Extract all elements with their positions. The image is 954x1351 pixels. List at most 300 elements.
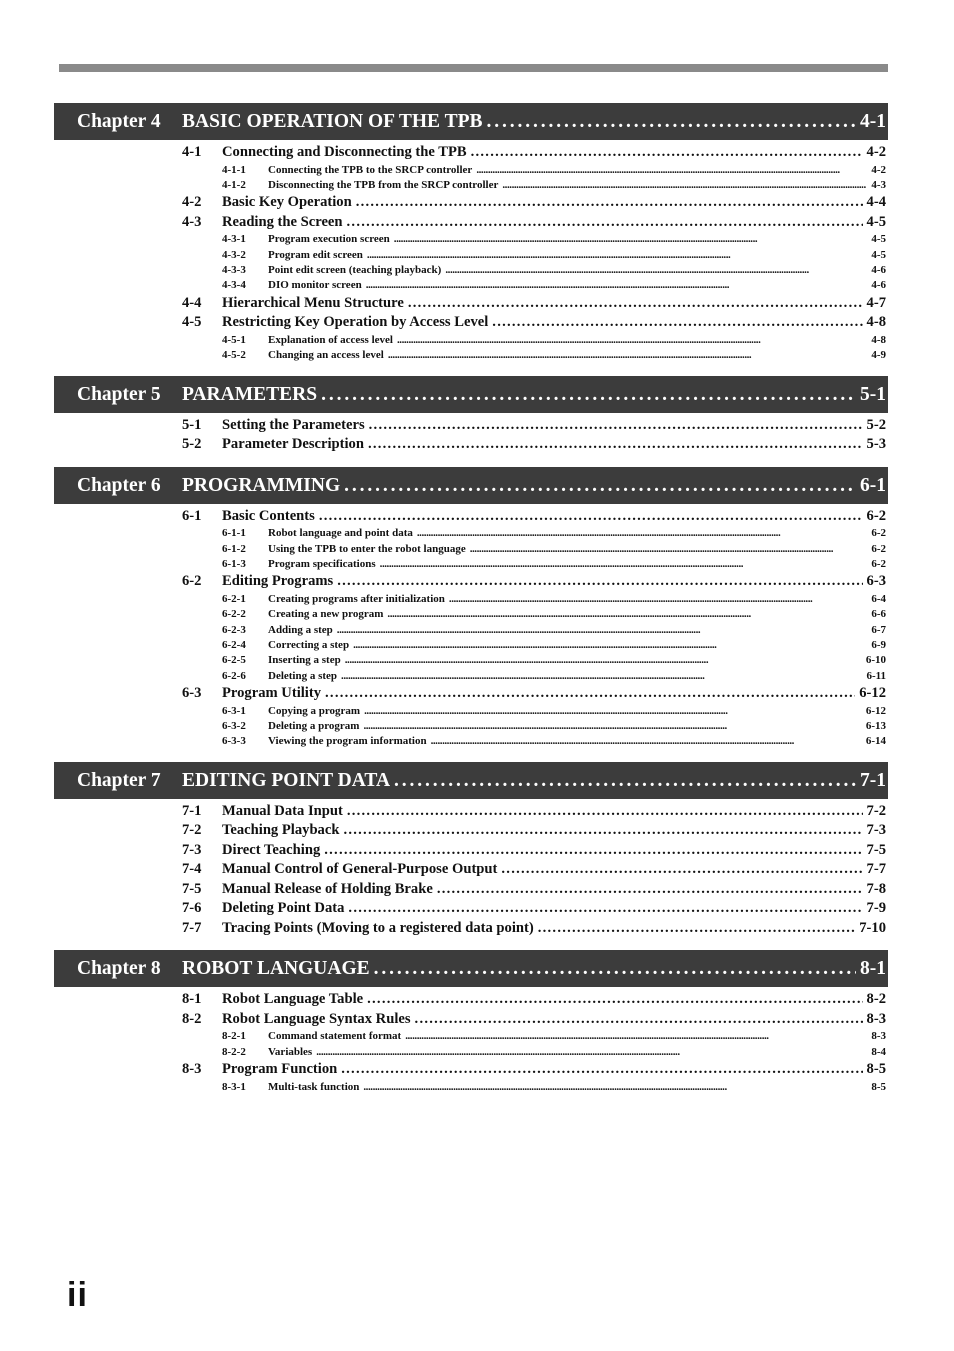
entry-title: Program Utility: [222, 685, 322, 702]
chapter-entries: [54, 413, 888, 467]
entry-title: Viewing the program information: [268, 735, 427, 748]
entry-title: Setting the Parameters: [222, 416, 365, 433]
section-entry[interactable]: [54, 990, 888, 1010]
entry-page: 8-2: [866, 991, 886, 1008]
entry-number: 8-2: [182, 1010, 202, 1027]
dot-leader: [321, 376, 856, 413]
entry-title: Basic Key Operation: [222, 194, 352, 211]
chapter-title-row: [182, 376, 886, 413]
dot-leader: [471, 143, 863, 163]
chapter-title-row: [182, 467, 886, 504]
entry-page: 8-5: [866, 1061, 886, 1078]
entry-number: 4-5-2: [222, 349, 246, 362]
entry-page: 7-9: [866, 900, 886, 917]
chapter-page: 8-1: [860, 958, 886, 980]
entry-page: 4-7: [866, 294, 886, 311]
entry-row: [222, 507, 886, 527]
subsection-entry[interactable]: [54, 1080, 888, 1095]
dot-leader: [408, 294, 863, 314]
entry-title: Tracing Points (Moving to a registered data point): [222, 919, 534, 936]
entry-row: [268, 178, 886, 193]
section-entry[interactable]: [54, 684, 888, 704]
entry-row: [222, 435, 886, 455]
dot-leader: [437, 880, 863, 900]
entry-page: 7-2: [866, 802, 886, 819]
entry-page: 6-11: [866, 669, 886, 682]
chapter-heading[interactable]: [54, 467, 888, 504]
chapter-label: Chapter 6: [77, 474, 161, 496]
entry-number: 4-1: [182, 144, 202, 160]
entry-page: 4-5: [871, 248, 886, 261]
entry-title: Direct Teaching: [222, 841, 321, 858]
entry-page: 8-3: [866, 1010, 886, 1027]
subsection-entry[interactable]: [54, 669, 888, 684]
entry-number: 4-3-3: [222, 264, 246, 277]
entry-row: [268, 1029, 886, 1044]
entry-page: 7-10: [859, 919, 886, 936]
section-entry[interactable]: [54, 313, 888, 333]
entry-row: [268, 278, 886, 293]
dot-leader: [538, 919, 856, 939]
section-entry[interactable]: [54, 841, 888, 861]
entry-row: [268, 348, 886, 363]
entry-row: [222, 1060, 886, 1080]
entry-row: [222, 193, 886, 213]
entry-page: 7-8: [866, 880, 886, 897]
entry-number: 6-2-5: [222, 654, 246, 667]
chapter-block: [54, 950, 888, 1107]
entry-number: 4-4: [182, 294, 202, 311]
subsection-entry[interactable]: [54, 1029, 888, 1044]
dot-leader: [374, 950, 856, 987]
entry-page: 6-6: [871, 608, 886, 621]
entry-row: [222, 899, 886, 919]
entry-title: Creating programs after initialization: [268, 592, 445, 605]
entry-number: 4-3-2: [222, 248, 246, 261]
header-rule: [59, 64, 888, 72]
section-entry[interactable]: [54, 294, 888, 314]
entry-page: 4-6: [871, 264, 886, 277]
entry-row: [268, 592, 886, 607]
entry-number: 6-2-2: [222, 608, 246, 621]
section-entry[interactable]: [54, 1010, 888, 1030]
entry-number: 6-3: [182, 685, 202, 702]
dot-leader: [397, 333, 867, 348]
entry-page: 7-7: [866, 861, 886, 878]
entry-number: 6-1-1: [222, 527, 246, 540]
entry-number: 7-2: [182, 822, 202, 839]
entry-title: Teaching Playback: [222, 822, 340, 839]
entry-row: [222, 572, 886, 592]
entry-page: 5-3: [866, 436, 886, 453]
entry-row: [268, 653, 886, 668]
dot-leader: [476, 163, 867, 178]
entry-number: 6-3-1: [222, 704, 246, 717]
entry-title: Using the TPB to enter the robot language: [268, 542, 466, 555]
entry-title: Robot Language Syntax Rules: [222, 1010, 411, 1027]
entry-row: [268, 623, 886, 638]
entry-page: 8-4: [871, 1045, 886, 1058]
entry-title: Deleting Point Data: [222, 900, 345, 917]
entry-row: [268, 526, 886, 541]
entry-number: 6-2-6: [222, 669, 246, 682]
dot-leader: [348, 899, 862, 919]
chapter-title-row: [182, 103, 886, 140]
dot-leader: [501, 860, 862, 880]
entry-number: 7-5: [182, 880, 202, 897]
dot-leader: [368, 435, 863, 455]
dot-leader: [324, 841, 862, 861]
dot-leader: [341, 669, 862, 684]
entry-title: Reading the Screen: [222, 213, 343, 230]
entry-page: 6-2: [871, 542, 886, 555]
entry-row: [268, 704, 886, 719]
dot-leader: [344, 467, 856, 504]
subsection-entry[interactable]: [54, 278, 888, 293]
subsection-entry[interactable]: [54, 704, 888, 719]
entry-title: Creating a new program: [268, 608, 384, 621]
entry-page: 4-6: [871, 279, 886, 292]
entry-page: 8-5: [871, 1080, 886, 1093]
dot-leader: [415, 1010, 863, 1030]
section-entry[interactable]: [54, 193, 888, 213]
entry-page: 7-3: [866, 822, 886, 839]
entry-page: 4-2: [871, 163, 886, 176]
dot-leader: [319, 507, 863, 527]
entry-number: 6-2-3: [222, 623, 246, 636]
subsection-entry[interactable]: [54, 734, 888, 749]
entry-row: [268, 719, 886, 734]
entry-row: [222, 213, 886, 233]
subsection-entry[interactable]: [54, 623, 888, 638]
entry-page: 6-13: [865, 720, 886, 733]
entry-number: 6-2-1: [222, 592, 246, 605]
entry-row: [222, 416, 886, 436]
entry-row: [222, 143, 886, 163]
dot-leader: [380, 557, 868, 572]
dot-leader: [347, 213, 863, 233]
entry-number: 4-3-1: [222, 233, 246, 246]
entry-title: Disconnecting the TPB from the SRCP controller: [268, 178, 499, 191]
entry-title: Program specifications: [268, 557, 376, 570]
entry-row: [222, 880, 886, 900]
entry-number: 4-5: [182, 314, 202, 331]
chapter-block: [54, 762, 888, 951]
entry-row: [222, 684, 886, 704]
dot-leader: [388, 348, 868, 363]
chapter-title: BASIC OPERATION OF THE TPB: [182, 111, 483, 132]
entry-row: [222, 990, 886, 1010]
entry-number: 6-3-3: [222, 735, 246, 748]
dot-leader: [502, 178, 867, 193]
entry-page: 4-8: [871, 333, 886, 346]
table-of-contents: [54, 103, 888, 1107]
entry-title: Deleting a step: [268, 669, 338, 682]
entry-number: 8-2-2: [222, 1045, 246, 1058]
entry-page: 4-8: [866, 314, 886, 331]
entry-title: Program execution screen: [268, 233, 390, 246]
section-entry[interactable]: [54, 880, 888, 900]
entry-row: [268, 607, 886, 622]
subsection-entry[interactable]: [54, 607, 888, 622]
entry-title: Copying a program: [268, 704, 361, 717]
section-entry[interactable]: [54, 919, 888, 939]
section-entry[interactable]: [54, 860, 888, 880]
entry-title: Program Function: [222, 1061, 338, 1078]
chapter-entries: [54, 799, 888, 951]
entry-title: Deleting a program: [268, 720, 360, 733]
dot-leader: [337, 623, 868, 638]
entry-page: 4-5: [871, 233, 886, 246]
chapter-label: Chapter 4: [77, 111, 161, 132]
section-entry[interactable]: [54, 416, 888, 436]
chapter-page: 6-1: [860, 474, 886, 496]
dot-leader: [353, 638, 867, 653]
section-entry[interactable]: [54, 572, 888, 592]
subsection-entry[interactable]: [54, 163, 888, 178]
entry-page: 6-2: [871, 527, 886, 540]
entry-row: [222, 1010, 886, 1030]
entry-title: Connecting and Disconnecting the TPB: [222, 144, 467, 160]
entry-title: Manual Data Input: [222, 802, 343, 819]
subsection-entry[interactable]: [54, 719, 888, 734]
entry-title: Command statement format: [268, 1030, 402, 1043]
entry-title: Restricting Key Operation by Access Level: [222, 314, 489, 331]
entry-title: Explanation of access level: [268, 333, 393, 346]
entry-number: 7-3: [182, 841, 202, 858]
entry-row: [268, 638, 886, 653]
subsection-entry[interactable]: [54, 653, 888, 668]
entry-title: DIO monitor screen: [268, 279, 362, 292]
entry-row: [268, 232, 886, 247]
section-entry[interactable]: [54, 821, 888, 841]
dot-leader: [369, 416, 863, 436]
chapter-heading[interactable]: [54, 376, 888, 413]
chapter-title: ROBOT LANGUAGE: [182, 958, 370, 980]
chapter-page: 7-1: [860, 769, 886, 791]
entry-page: 6-10: [865, 654, 886, 667]
entry-row: [222, 313, 886, 333]
dot-leader: [316, 1045, 867, 1060]
entry-row: [268, 542, 886, 557]
chapter-heading[interactable]: [54, 762, 888, 799]
entry-number: 6-1-3: [222, 557, 246, 570]
entry-number: 4-1-2: [222, 178, 246, 191]
dot-leader: [394, 762, 856, 799]
entry-title: Connecting the TPB to the SRCP controller: [268, 163, 473, 176]
entry-title: Hierarchical Menu Structure: [222, 294, 404, 311]
entry-number: 8-2-1: [222, 1030, 246, 1043]
subsection-entry[interactable]: [54, 557, 888, 572]
section-entry[interactable]: [54, 143, 888, 163]
dot-leader: [487, 103, 856, 140]
entry-number: 7-6: [182, 900, 202, 917]
entry-title: Program edit screen: [268, 248, 363, 261]
dot-leader: [363, 719, 861, 734]
dot-leader: [345, 653, 862, 668]
subsection-entry[interactable]: [54, 248, 888, 263]
entry-row: [222, 919, 886, 939]
entry-page: 4-9: [871, 349, 886, 362]
chapter-title-row: [182, 762, 886, 799]
section-entry[interactable]: [54, 899, 888, 919]
entry-title: Manual Control of General-Purpose Output: [222, 861, 498, 878]
entry-number: 4-2: [182, 194, 202, 211]
dot-leader: [445, 263, 867, 278]
entry-row: [222, 841, 886, 861]
entry-number: 8-3-1: [222, 1080, 246, 1093]
chapter-entries: [54, 140, 888, 376]
chapter-title-row: [182, 950, 886, 987]
entry-number: 4-3: [182, 213, 202, 230]
entry-number: 6-2-4: [222, 638, 246, 651]
entry-title: Editing Programs: [222, 573, 334, 590]
entry-title: Variables: [268, 1045, 313, 1058]
entry-page: 6-9: [871, 638, 886, 651]
entry-page: 4-5: [866, 213, 886, 230]
chapter-title: PARAMETERS: [182, 383, 318, 405]
entry-page: 4-3: [871, 178, 886, 191]
subsection-entry[interactable]: [54, 333, 888, 348]
subsection-entry[interactable]: [54, 592, 888, 607]
section-entry[interactable]: [54, 802, 888, 822]
entry-row: [222, 821, 886, 841]
entry-title: Robot Language Table: [222, 991, 364, 1008]
entry-row: [268, 263, 886, 278]
dot-leader: [347, 802, 863, 822]
dot-leader: [394, 232, 868, 247]
entry-row: [222, 860, 886, 880]
entry-number: 6-1-2: [222, 542, 246, 555]
entry-page: 6-4: [871, 592, 886, 605]
section-entry[interactable]: [54, 507, 888, 527]
chapter-page: 4-1: [860, 111, 886, 132]
dot-leader: [364, 704, 862, 719]
subsection-entry[interactable]: [54, 263, 888, 278]
entry-page: 6-2: [866, 507, 886, 524]
entry-title: Robot language and point data: [268, 527, 413, 540]
dot-leader: [341, 1060, 862, 1080]
chapter-label: Chapter 8: [77, 958, 161, 980]
entry-title: Basic Contents: [222, 507, 315, 524]
chapter-block: [54, 376, 888, 467]
chapter-heading[interactable]: [54, 103, 888, 140]
dot-leader: [387, 607, 867, 622]
dot-leader: [337, 572, 862, 592]
chapter-heading[interactable]: [54, 950, 888, 987]
entry-row: [268, 333, 886, 348]
dot-leader: [363, 1080, 867, 1095]
subsection-entry[interactable]: [54, 232, 888, 247]
entry-title: Parameter Description: [222, 436, 364, 453]
entry-title: Correcting a step: [268, 638, 350, 651]
entry-page: 8-3: [871, 1030, 886, 1043]
dot-leader: [431, 734, 862, 749]
entry-page: 6-7: [871, 623, 886, 636]
entry-number: 4-5-1: [222, 333, 246, 346]
chapter-label: Chapter 7: [77, 769, 161, 791]
entry-row: [268, 248, 886, 263]
subsection-entry[interactable]: [54, 178, 888, 193]
entry-row: [222, 294, 886, 314]
entry-page: 6-12: [865, 704, 886, 717]
subsection-entry[interactable]: [54, 542, 888, 557]
entry-number: 8-3: [182, 1061, 202, 1078]
entry-number: 7-4: [182, 861, 202, 878]
entry-page: 4-4: [866, 194, 886, 211]
subsection-entry[interactable]: [54, 638, 888, 653]
entry-title: Multi-task function: [268, 1080, 360, 1093]
chapter-title: EDITING POINT DATA: [182, 769, 391, 791]
entry-page: 6-2: [871, 557, 886, 570]
entry-page: 6-12: [859, 685, 886, 702]
entry-title: Manual Release of Holding Brake: [222, 880, 433, 897]
section-entry[interactable]: [54, 213, 888, 233]
chapter-entries: [54, 504, 888, 762]
entry-page: 6-14: [865, 735, 886, 748]
dot-leader: [405, 1029, 867, 1044]
entry-title: Changing an access level: [268, 349, 384, 362]
chapter-page: 5-1: [860, 383, 886, 405]
entry-row: [268, 669, 886, 684]
entry-row: [268, 163, 886, 178]
section-entry[interactable]: [54, 435, 888, 455]
dot-leader: [343, 821, 862, 841]
entry-page: 6-3: [866, 573, 886, 590]
dot-leader: [366, 278, 868, 293]
entry-row: [268, 1080, 886, 1095]
dot-leader: [417, 526, 867, 541]
dot-leader: [325, 684, 855, 704]
entry-row: [222, 802, 886, 822]
entry-page: 7-5: [866, 841, 886, 858]
entry-number: 6-3-2: [222, 720, 246, 733]
entry-title: Point edit screen (teaching playback): [268, 264, 442, 277]
entry-number: 5-1: [182, 416, 202, 433]
entry-number: 7-7: [182, 919, 202, 936]
dot-leader: [367, 248, 867, 263]
subsection-entry[interactable]: [54, 348, 888, 363]
entry-number: 4-3-4: [222, 279, 246, 292]
section-entry[interactable]: [54, 1060, 888, 1080]
entry-row: [268, 1045, 886, 1060]
entry-row: [268, 557, 886, 572]
entry-page: 5-2: [866, 416, 886, 433]
entry-number: 8-1: [182, 991, 202, 1008]
subsection-entry[interactable]: [54, 1045, 888, 1060]
entry-number: 7-1: [182, 802, 202, 819]
dot-leader: [492, 313, 862, 333]
dot-leader: [470, 542, 868, 557]
chapter-entries: [54, 987, 888, 1107]
entry-number: 6-2: [182, 573, 202, 590]
entry-title: Adding a step: [268, 623, 333, 636]
entry-number: 5-2: [182, 436, 202, 453]
entry-title: Inserting a step: [268, 654, 341, 667]
page-number: ii: [67, 1276, 88, 1314]
entry-number: 4-1-1: [222, 163, 246, 176]
entry-row: [268, 734, 886, 749]
subsection-entry[interactable]: [54, 526, 888, 541]
dot-leader: [367, 990, 862, 1010]
chapter-label: Chapter 5: [77, 383, 161, 405]
dot-leader: [449, 592, 867, 607]
entry-number: 6-1: [182, 507, 202, 524]
chapter-block: [54, 467, 888, 762]
dot-leader: [356, 193, 863, 213]
chapter-title: PROGRAMMING: [182, 474, 341, 496]
chapter-block: [54, 103, 888, 376]
